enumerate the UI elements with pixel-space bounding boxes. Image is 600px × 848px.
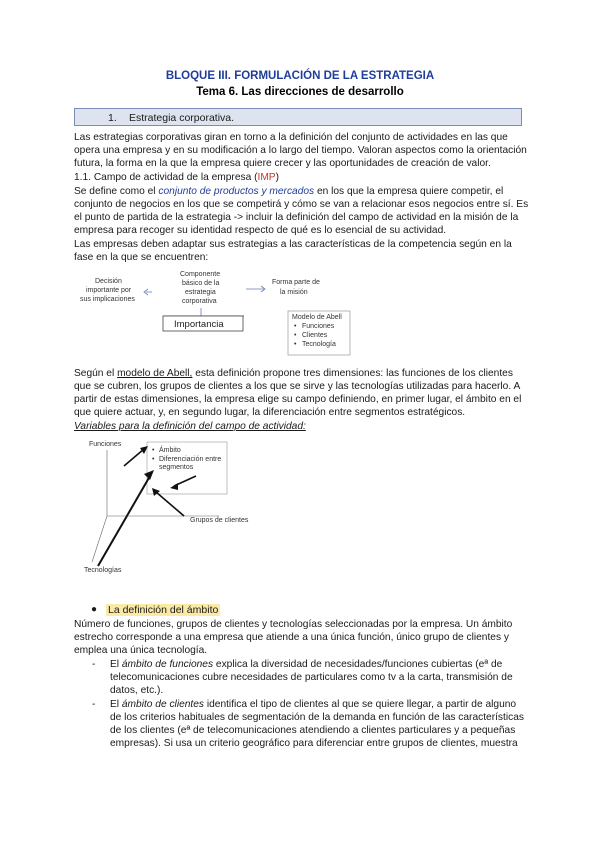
item-term: ámbito de clientes	[121, 699, 205, 710]
ambito-item-clientes	[92, 698, 532, 768]
dash-marker: -	[92, 659, 96, 670]
item-text	[110, 698, 530, 750]
center-line-2: básico de la	[182, 280, 220, 287]
abell-item-3: Tecnología	[302, 341, 336, 348]
imp-tag: IMP	[257, 172, 276, 183]
abell-post: esta definición propone tres dimensiones: las funciones de los clientes que se cubren, los grupos de clientes a los que se sirve y las tecnologías utilizadas para hacerlo. A partir de estas dimensiones, la empresa elige su campo definiendo, en primer lugar, el ámbito en el que quiere actuar, y, en segundo lugar, la diferenciación entre segmentos estratégicos.	[74, 368, 522, 419]
abell-bullet-1: •	[294, 323, 297, 330]
ambito-item-funciones	[92, 658, 532, 698]
item-post: explica la diversidad de necesidades/funciones cubiertas (eª de telecomunicaciones cubre necesidades de particulares como tv a la carta, transmisión de datos, etc.).	[110, 659, 513, 697]
center-line-4: corporativa	[182, 298, 217, 305]
variables-heading: Variables para la definición del campo de actividad:	[74, 421, 306, 432]
variables-diagram	[84, 436, 284, 576]
arrow-funciones	[124, 449, 144, 466]
arrow-head-1	[144, 470, 154, 480]
subsection-label: 1.1. Campo de actividad de la empresa (	[74, 172, 258, 183]
definition-pre: Se define como el	[74, 186, 159, 197]
item-pre: El	[110, 659, 122, 670]
arrow-head-4	[170, 483, 178, 490]
box-item-segmentos: segmentos	[159, 464, 194, 471]
ambito-heading: La definición del ámbito	[108, 604, 219, 616]
arrow-tecnologias	[98, 476, 150, 566]
box-item-ambito: Ámbito	[159, 447, 181, 454]
subsection-close: )	[275, 172, 280, 183]
subsection-heading	[74, 171, 530, 184]
adapt-paragraph: Las empresas deben adaptar sus estrategias a las características de la competencia según en la fase en la que se encuentren:	[74, 239, 512, 264]
item-text	[110, 658, 530, 697]
ambito-paragraph: Número de funciones, grupos de clientes y tecnologías seleccionadas por la empresa. Un ámbito estrecho corresponde a una empresa que atiende a una única función, único grupo de clientes y emplea una única tecnología.	[74, 619, 513, 657]
importance-label: Importancia	[174, 319, 224, 330]
arrow-clientes	[156, 492, 184, 516]
abell-bullet-2: •	[294, 332, 297, 339]
section-number: 1.	[108, 112, 117, 124]
bloque-title: BLOQUE III. FORMULACIÓN DE LA ESTRATEGIA	[165, 70, 435, 82]
tema-title: Tema 6. Las direcciones de desarrollo	[196, 86, 404, 98]
dash-marker: -	[92, 699, 96, 710]
section-label: Estrategia corporativa.	[129, 112, 235, 124]
center-line-1: Componente	[180, 271, 221, 278]
abell-bullet-3: •	[294, 341, 297, 348]
item-term: ámbito de funciones	[121, 659, 214, 670]
right-line-2: la misión	[280, 289, 308, 296]
axis-funciones-label: Funciones	[89, 441, 122, 448]
abell-item-1: Funciones	[302, 323, 335, 330]
abell-title: Modelo de Abell	[292, 314, 342, 321]
item-post: identifica el tipo de clientes al que se quiere llegar, a partir de alguno de los criterios habituales de segmentación de la demanda en función de las características de los clientes (eª de telecomunicaciones atendiendo a clientes particulares y a pequeñas empresas). Si usa un criterio geográfico para diferenciar entre grupos de clientes, muestra	[110, 699, 524, 750]
definition-highlight: conjunto de productos y mercados	[158, 186, 315, 197]
abell-link: modelo de Abell,	[117, 368, 193, 379]
section-heading-box	[74, 108, 522, 126]
left-line-3: sus implicaciones	[80, 296, 135, 303]
box-bullet-2: •	[152, 456, 155, 463]
abell-pre: Según el	[74, 368, 118, 379]
definition-paragraph	[74, 185, 530, 237]
left-line-1: Decisión	[95, 278, 122, 285]
axis-clientes-label: Grupos de clientes	[190, 517, 249, 524]
abell-item-2: Clientes	[302, 332, 328, 339]
definition-post: en los que la empresa quiere competir, el conjunto de negocios en los que se competirá y cómo se van a relacionar esos negocios entre sí. Es el punto de partida de la estrategia -> incluir la definición del campo de actividad en la misión de la empresa para recoger su identidad respecto de qué es lo esencial de su actividad.	[74, 186, 529, 237]
importance-diagram	[74, 266, 364, 360]
intro-paragraph: Las estrategias corporativas giran en torno a la definición del conjunto de actividades en las que opera una empresa y en su modificación a lo largo del tiempo. Valoran aspectos como la orientación futura, la forma en la que la empresa quiere crecer y las oportunidades de creación de valor.	[74, 132, 527, 170]
box-item-diferenciacion: Diferenciación entre	[159, 456, 222, 463]
box-bullet-1: •	[152, 447, 155, 454]
abell-paragraph	[74, 367, 530, 419]
bullet-dot-icon: ●	[91, 604, 98, 615]
axis-tecnologias-label: Tecnologías	[84, 567, 122, 574]
right-line-1: Forma parte de	[272, 279, 320, 286]
left-line-2: importante por	[86, 287, 132, 294]
item-pre: El	[110, 699, 122, 710]
center-line-3: estrategia	[185, 289, 216, 296]
